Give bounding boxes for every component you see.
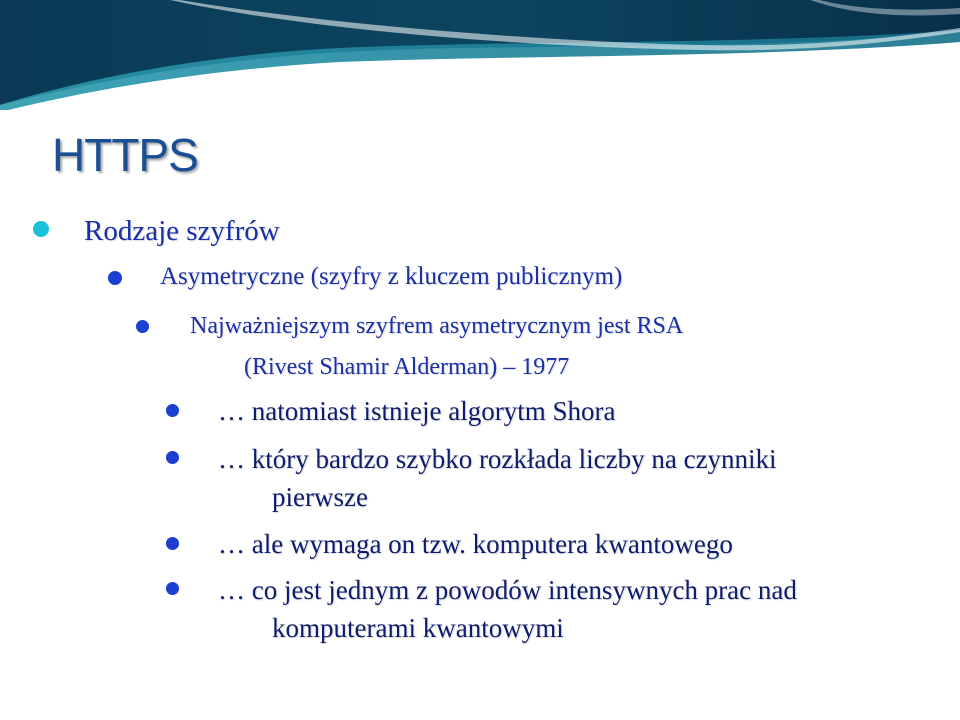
bullet-text-l4-4-line1: … co jest jednym z powodów intensywnych prac nad [218, 575, 797, 605]
bullet-text-l4-2-line2: pierwsze [272, 482, 368, 512]
bullet-text-l1: Rodzaje szyfrów [84, 215, 280, 247]
bullet-l3 [136, 320, 149, 333]
bullet-l2 [108, 271, 122, 285]
header-wave-decoration [0, 0, 960, 110]
bullet-text-l3-line2: (Rivest Shamir Alderman) – 1977 [244, 354, 570, 380]
bullet-text-l4-1: … natomiast istnieje algorytm Shora [218, 396, 616, 426]
bullet-l4-2 [166, 451, 179, 464]
bullet-text-l4-4-line2: komputerami kwantowymi [272, 613, 564, 643]
bullet-text-l4-2-line1: … który bardzo szybko rozkłada liczby na czynniki [218, 444, 777, 474]
bullet-text-l3-line1: Najważniejszym szyfrem asymetrycznym jest RSA [190, 313, 684, 339]
bullet-l4-4 [166, 582, 179, 595]
bullet-text-l2: Asymetryczne (szyfry z kluczem publicznym) [160, 263, 623, 290]
bullet-text-l4-3: … ale wymaga on tzw. komputera kwantowego [218, 529, 733, 559]
slide-title: HTTPS [52, 129, 198, 181]
bullet-l4-3 [166, 537, 179, 550]
bullet-l4-1 [166, 404, 179, 417]
bullet-l1 [33, 221, 49, 237]
